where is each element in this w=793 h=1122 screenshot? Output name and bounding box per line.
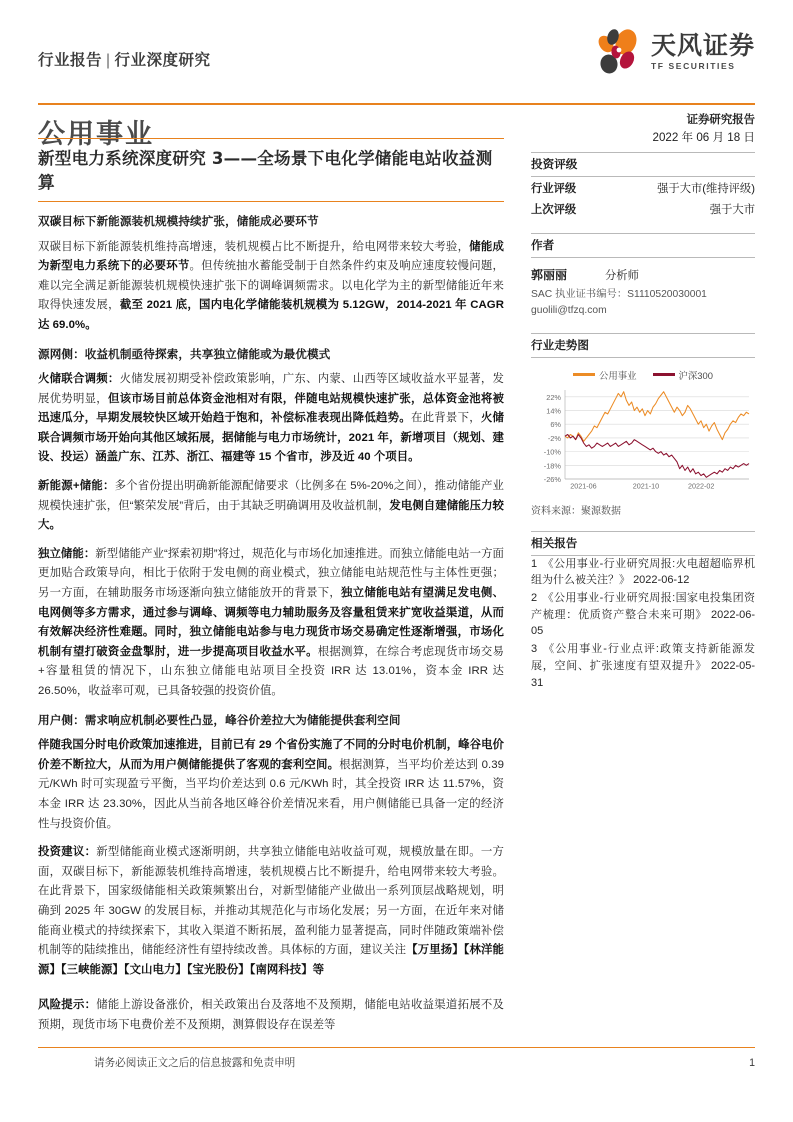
chart-x-tick: 2022-02 bbox=[687, 481, 715, 491]
chart-y-tick: -10% bbox=[543, 447, 561, 457]
legend-label-series-1: 沪深300 bbox=[678, 369, 713, 381]
chart-y-tick: -18% bbox=[543, 460, 561, 470]
chart-y-tick: -26% bbox=[543, 474, 561, 484]
emphasis-text: 但该市场目前总体资金池相对有限，伴随电站规模快速扩张，总体资金池将被迅速瓜分，早期发展较快区域开始趋于饱和，补偿标准表现出降低趋势。 bbox=[38, 392, 504, 425]
related-report-date: 2022-05-31 bbox=[531, 659, 756, 689]
author-role: 分析师 bbox=[605, 269, 639, 282]
rating-row-previous bbox=[531, 198, 755, 219]
plain-text: 火储发展初期受补偿政策影响，广东、内蒙、山西等区域收益水平显著，发展优势明显， bbox=[38, 372, 504, 405]
legend-item-series-0 bbox=[573, 368, 637, 382]
breadcrumb-secondary: 行业深度研究 bbox=[114, 52, 211, 69]
chart-y-tick: 6% bbox=[550, 419, 561, 429]
sidebar bbox=[531, 112, 755, 692]
rating-section-title: 投资评级 bbox=[531, 152, 755, 177]
footer-page-number: 1 bbox=[749, 1057, 755, 1069]
industry-title: 公用事业 bbox=[38, 119, 154, 150]
emphasis-text: 独立储能电站有望满足发电侧、电网侧等多方需求，通过参与调峰、调频等电力辅助服务及容量租赁来扩宽收益渠道，从而有效解决经济性难题。同时，独立储能电站参与电力现货市场交易确定性逐渐增强，市场化机制有望打破资金盘掣肘，进一步提高项目收益水平。 bbox=[38, 587, 504, 658]
rating-previous-value: 强于大市 bbox=[709, 203, 755, 216]
related-report-item[interactable] bbox=[531, 590, 755, 640]
related-report-number: 3 bbox=[531, 643, 538, 656]
chart-x-tick: 2021-06 bbox=[570, 481, 597, 491]
plain-text: 在此背景下， bbox=[410, 412, 481, 425]
plain-text: 储能上游设备涨价，相关政策出台及落地不及预期，储能电站收益渠道拓展不及预期，现货市场下电费价差不及预期，测算假设存在误差等 bbox=[38, 999, 504, 1032]
emphasis-text: 【万里扬】【林洋能源】【三峡能源】【文山电力】【宝光股份】【南网科技】等 bbox=[38, 944, 504, 976]
body-paragraph bbox=[38, 996, 504, 1035]
plain-text: 双碳目标下新能源装机维持高增速，装机规模占比不断提升，给电网带来较大考验， bbox=[38, 240, 470, 253]
related-report-date: 2022-06-05 bbox=[531, 608, 756, 638]
body-paragraph bbox=[38, 238, 504, 336]
related-report-number: 2 bbox=[531, 592, 538, 604]
related-report-text: 《公用事业-行业点评:政策支持新能源发展，空间、扩张速度有望双提升》 bbox=[531, 643, 755, 672]
legend-label-series-0: 公用事业 bbox=[599, 369, 637, 381]
report-date: 2022 年 06 月 18 日 bbox=[652, 131, 755, 145]
body-paragraph bbox=[38, 370, 504, 468]
section-heading: 源网侧：收益机制亟待探索，共享独立储能或为最优模式 bbox=[38, 347, 331, 361]
body-paragraph bbox=[38, 736, 504, 834]
rating-row-industry bbox=[531, 177, 755, 198]
section-heading: 用户侧：需求响应机制必要性凸显，峰谷价差拉大为储能提供套利空间 bbox=[38, 713, 401, 727]
breadcrumb-primary: 行业报告 bbox=[38, 52, 103, 69]
related-report-date: 2022-06-12 bbox=[633, 574, 690, 587]
emphasis-text: 火储联合调频市场开始向其他区域拓展，据储能与电力市场统计，2021 年，新增项目（规划、建设、投运）涵盖广东、江苏、浙江、福建等 15 个省市，涉及近 40 个项目。 bbox=[38, 412, 504, 464]
plain-text: 新型储能产业“探索初期”将过，规范化与市场化加速推进。而独立储能电站一方面更加贴合政策导向，相比于依附于发电侧的商业模式，独立储能电站规范性与主体性更强；另一方面，在辅助服务市场逐渐向独立储能放开的背景下， bbox=[38, 547, 504, 600]
breadcrumb-separator: | bbox=[106, 52, 111, 69]
legend-item-series-1 bbox=[653, 368, 713, 382]
emphasis-text: 伴随我国分时电价政策加速推进，目前已有 29 个省份实施了不同的分时电价机制，峰谷电价价差不断拉大，从而为用户侧储能提供了客观的套利空间。 bbox=[38, 739, 504, 771]
emphasis-text: 发电侧自建储能压力较大。 bbox=[38, 499, 504, 532]
tf-securities-flower-icon bbox=[592, 26, 644, 78]
logo-name-en: TF SECURITIES bbox=[650, 61, 736, 72]
emphasis-text: 独立储能： bbox=[38, 547, 96, 560]
plain-text: 。但传统抽水蓄能受制于自然条件约束及响应速度较慢问题，难以完全满足新能源装机规模快速扩张下的调峰调频需求。以电化学为主的新型储能近年来取得快速发展， bbox=[38, 260, 504, 312]
related-report-item[interactable] bbox=[531, 556, 755, 589]
header-divider bbox=[38, 103, 755, 105]
emphasis-text: 火储联合调频： bbox=[38, 372, 120, 385]
breadcrumb bbox=[38, 48, 211, 70]
doc-type-label: 证券研究报告 bbox=[686, 114, 755, 126]
footer-disclaimer: 请务必阅读正文之后的信息披露和免责申明 bbox=[94, 1057, 296, 1069]
chart-y-tick: 22% bbox=[546, 392, 561, 402]
author-name: 郭丽丽 bbox=[531, 267, 568, 282]
plain-text: 根据测算，当平均价差达到 0.39 元/KWh 时可实现盈亏平衡，当平均价差达到 0.6 元/KWh 时，其全投资 IRR 达 11.57%，资本金 IRR 达 23.30%，因此从当前各地区峰谷价差情况来看，用户侧储能已具备一定的经济性与投资价值。 bbox=[38, 758, 504, 830]
related-report-text: 《公用事业-行业研究周报:国家电投集团资产梳理：优质资产整合未来可期》 bbox=[531, 592, 756, 621]
logo-name-cn: 天风证券 bbox=[650, 31, 755, 61]
emphasis-text: 储能成为新型电力系统下的必要环节 bbox=[38, 240, 505, 273]
report-sections bbox=[38, 213, 504, 1036]
legend-swatch-series-0 bbox=[573, 373, 595, 375]
report-title: 新型电力系统深度研究 3——全场景下电化学储能电站收益测算 bbox=[38, 138, 504, 202]
page-footer bbox=[38, 1047, 755, 1070]
section-heading: 双碳目标下新能源装机规模持续扩张，储能成必要环节 bbox=[38, 215, 319, 229]
body-paragraph bbox=[38, 477, 504, 536]
page-header bbox=[38, 31, 755, 106]
plain-text: 新型储能商业模式逐渐明朗，共享独立储能电站收益可观，规模放量在即。一方面，双碳目标下，新能源装机维持高增速，装机规模占比不断提升，给电网带来较大考验。在此背景下，国家级储能相关政策频繁出台，对新型储能产业做出一系列顶层战略规划，明确到 2025 年 30GW 的发展目标，并推动其规范化与市场化发展；另一方面，在近年来对储能商业模式的持续探索下，其收入渠道不断拓展，盈利能力显著提高，同时伴随政策端补偿机制等的陆续推出，储能经济性有望持续改善。具体标的方面，建议关注 bbox=[38, 846, 504, 957]
rating-industry-label: 行业评级 bbox=[531, 182, 577, 195]
industry-trend-chart bbox=[531, 384, 755, 496]
chart-section-title: 行业走势图 bbox=[531, 333, 755, 358]
related-reports-list bbox=[531, 556, 755, 692]
author-identity bbox=[531, 258, 755, 287]
plain-text: 根据测算，在综合考虑现货市场交易+容量租赁的情况下，山东独立储能电站项目全投资 IRR 达 13.01%，资本金 IRR 达 26.50%，收益率可观，已具备较强的投资价值。 bbox=[38, 645, 505, 698]
plain-text: 多个省份提出明确新能源配储要求（比例多在 5%-20%之间），推动储能产业规模快速扩张，但“繁荣发展”背后，由于其缺乏明确调用及收益机制， bbox=[38, 480, 504, 512]
emphasis-text: 风险提示： bbox=[38, 999, 97, 1012]
related-report-item[interactable] bbox=[531, 641, 755, 691]
company-logo bbox=[592, 26, 755, 78]
emphasis-text: 投资建议： bbox=[38, 846, 97, 859]
rating-industry-value: 强于大市(维持评级) bbox=[657, 182, 755, 195]
chart-x-tick: 2021-10 bbox=[632, 481, 660, 491]
chart-series-沪深300 bbox=[565, 434, 749, 477]
author-sac-number: SAC 执业证书编号：S1110520030001 bbox=[531, 288, 707, 300]
chart-y-tick: 14% bbox=[546, 406, 561, 416]
related-report-text: 《公用事业-行业研究周报:火电超超临界机组为什么被关注？》 bbox=[531, 557, 756, 587]
chart-y-tick: -2% bbox=[547, 433, 561, 443]
legend-swatch-series-1 bbox=[653, 373, 675, 375]
author-email[interactable]: guolili@tfzq.com bbox=[531, 304, 607, 316]
chart-source-note: 资料来源：聚源数据 bbox=[531, 505, 621, 517]
body-paragraph bbox=[38, 843, 504, 980]
emphasis-text: 截至 2021 底，国内电化学储能装机规模为 5.12GW，2014-2021 年 CAGR 达 69.0%。 bbox=[38, 299, 504, 331]
rating-previous-label: 上次评级 bbox=[531, 203, 577, 216]
emphasis-text: 新能源+储能： bbox=[38, 480, 115, 492]
report-body bbox=[38, 138, 504, 1045]
chart-series-公用事业 bbox=[565, 391, 749, 441]
related-report-number: 1 bbox=[531, 557, 538, 570]
chart-legend bbox=[531, 368, 755, 382]
logo-wordmark bbox=[651, 33, 755, 71]
author-section-title: 作者 bbox=[531, 233, 755, 258]
body-paragraph bbox=[38, 545, 504, 702]
related-reports-title: 相关报告 bbox=[531, 531, 755, 556]
